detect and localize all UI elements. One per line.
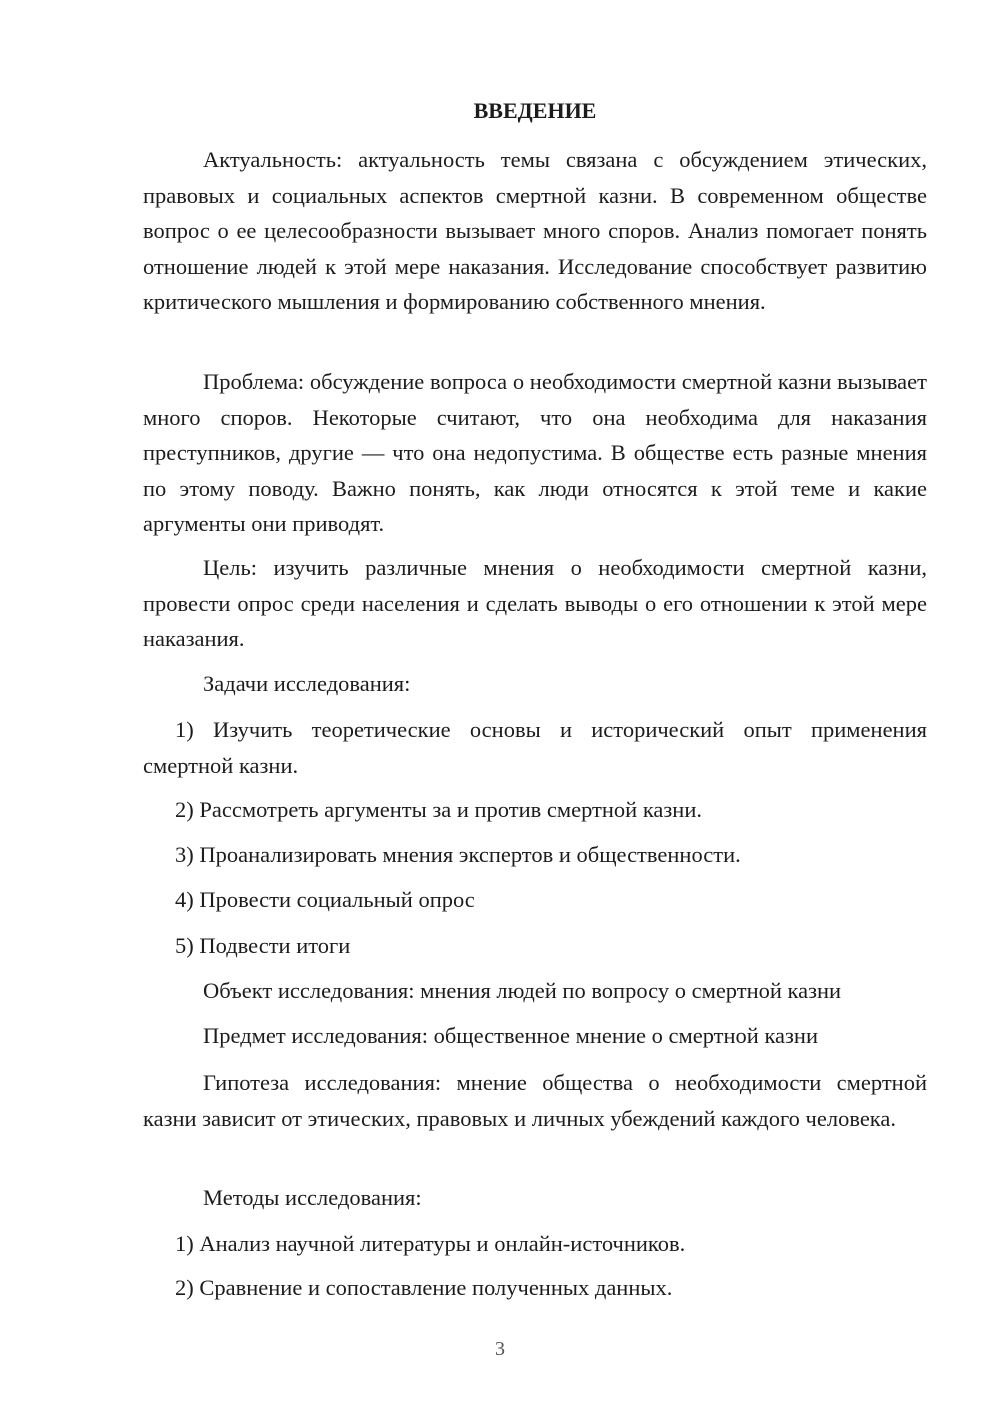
- task-item-3: 3) Проанализировать мнения экспертов и общественности.: [175, 842, 741, 867]
- goal-paragraph: Цель: изучить различные мнения о необходимости смертной казни, провести опрос среди населения и сделать выводы о его отношении к этой мере наказания.: [143, 555, 927, 651]
- page-number: 3: [495, 1338, 505, 1360]
- problem-paragraph: Проблема: обсуждение вопроса о необходимости смертной казни вызывает много споров. Некоторые считают, что она необходима для наказания преступников, другие — что она недопустима. В обществе есть разные мнения по этому поводу. Важно понять, как люди относятся к этой теме и какие аргументы они приводят.: [143, 369, 927, 536]
- research-subject: Предмет исследования: общественное мнение о смертной казни: [203, 1023, 818, 1048]
- hypothesis-paragraph: Гипотеза исследования: мнение общества о необходимости смертной казни зависит от этических, правовых и личных убеждений каждого человека.: [143, 1070, 927, 1131]
- task-item-5: 5) Подвести итоги: [175, 933, 351, 958]
- task-item-1: 1) Изучить теоретические основы и исторический опыт применения смертной казни.: [143, 717, 927, 778]
- method-item-1: 1) Анализ научной литературы и онлайн-источников.: [175, 1231, 686, 1256]
- relevance-paragraph: Актуальность: актуальность темы связана с обсуждением этических, правовых и социальных аспектов смертной казни. В современном обществе вопрос о ее целесообразности вызывает много споров. Анализ помогает понять отношение людей к этой мере наказания. Исследование способствует развитию критического мышления и формированию собственного мнения.: [143, 147, 927, 314]
- task-item-2: 2) Рассмотреть аргументы за и против смертной казни.: [175, 797, 703, 822]
- methods-heading: Методы исследования:: [203, 1185, 422, 1210]
- research-object: Объект исследования: мнения людей по вопросу о смертной казни: [203, 978, 842, 1003]
- task-item-4: 4) Провести социальный опрос: [175, 887, 475, 912]
- page-title: ВВЕДЕНИЕ: [473, 98, 597, 123]
- tasks-heading: Задачи исследования:: [203, 671, 411, 696]
- method-item-2: 2) Сравнение и сопоставление полученных данных.: [175, 1275, 673, 1300]
